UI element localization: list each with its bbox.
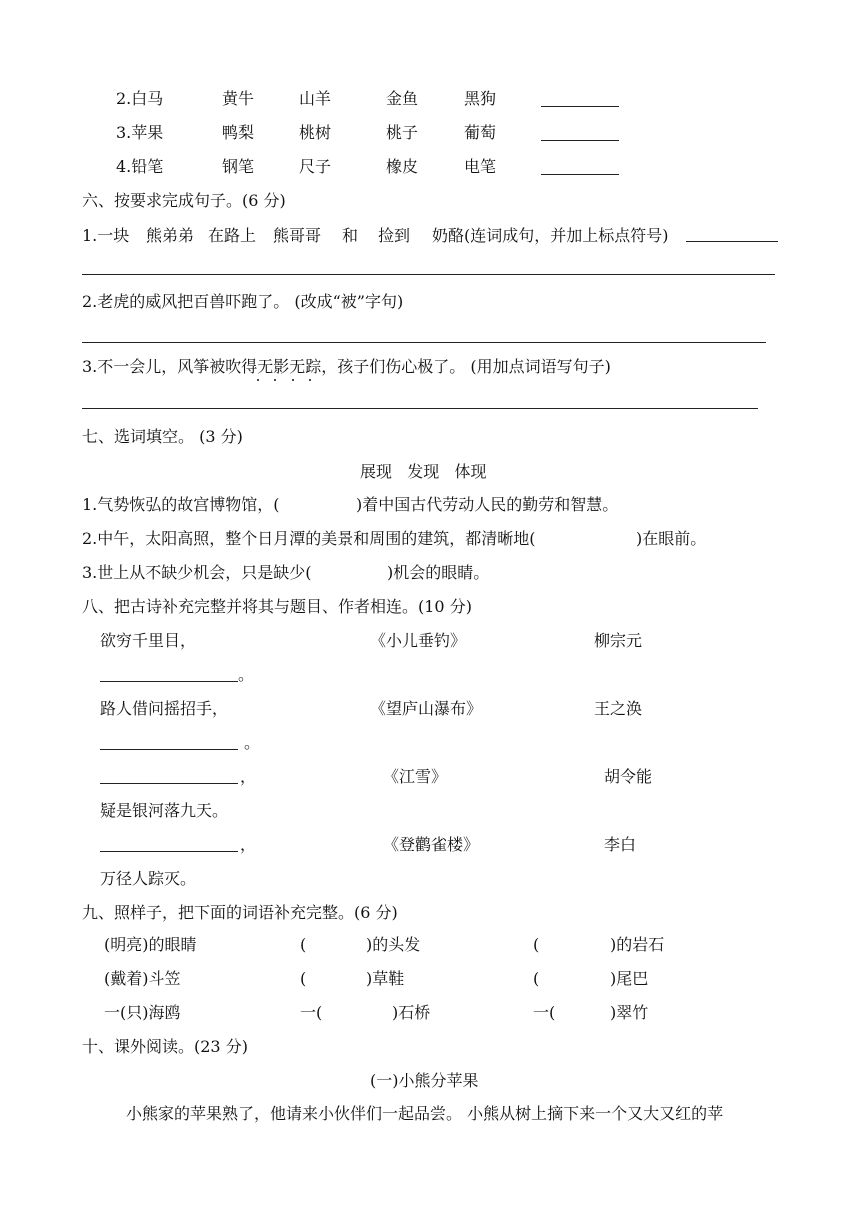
word: 电笔 bbox=[464, 157, 497, 176]
word-options: 展现 发现 体现 bbox=[360, 462, 487, 481]
fill-close: )的头发 bbox=[366, 935, 421, 954]
emphasis-dot bbox=[292, 379, 294, 381]
fill-close: )草鞋 bbox=[366, 969, 405, 988]
answer-blank[interactable] bbox=[541, 174, 619, 175]
poem-title: 《小儿垂钓》 bbox=[370, 631, 467, 650]
question-3: 3.不一会儿，风筝被吹得无影无踪，孩子们伤心极了。 (用加点词语写句子) bbox=[82, 357, 611, 376]
poem-blank[interactable] bbox=[100, 783, 238, 784]
reading-title: (一)小熊分苹果 bbox=[370, 1071, 479, 1090]
word: 黑狗 bbox=[464, 89, 497, 108]
word-chip: 奶酪(连词成句，并加上标点符号) bbox=[432, 226, 669, 245]
poem-line: ， bbox=[240, 767, 257, 786]
example-word: (明亮)的眼睛 bbox=[104, 935, 197, 954]
poem-blank[interactable] bbox=[100, 749, 238, 750]
fill-open: ( bbox=[300, 969, 307, 988]
word: 桃树 bbox=[299, 123, 332, 142]
word: 黄牛 bbox=[222, 89, 255, 108]
section-9-title: 九、照样子，把下面的词语补充完整。(6 分) bbox=[82, 903, 398, 922]
section-10-title: 十、课外阅读。(23 分) bbox=[82, 1037, 248, 1056]
fill-open: 一( bbox=[300, 1003, 323, 1022]
fill-close: )的岩石 bbox=[610, 935, 665, 954]
answer-blank[interactable] bbox=[541, 106, 619, 107]
fill-question-2-rest: )在眼前。 bbox=[636, 529, 707, 548]
answer-line[interactable] bbox=[82, 274, 775, 275]
word-chip: 熊哥哥 bbox=[273, 226, 322, 245]
answer-line[interactable] bbox=[82, 408, 758, 409]
section-8-title: 八、把古诗补充完整并将其与题目、作者相连。(10 分) bbox=[82, 597, 472, 616]
emphasis-dot bbox=[257, 379, 259, 381]
poem-blank[interactable] bbox=[100, 681, 238, 682]
poem-line: 。 bbox=[244, 733, 261, 752]
poem-line: 路人借问摇招手， bbox=[100, 699, 229, 718]
poem-author: 王之涣 bbox=[594, 699, 643, 718]
emphasis-dot bbox=[309, 379, 311, 381]
reading-paragraph: 小熊家的苹果熟了，他请来小伙伴们一起品尝。 小熊从树上摘下来一个又大又红的苹 bbox=[126, 1104, 724, 1123]
row-label: 3.苹果 bbox=[116, 123, 164, 142]
word: 桃子 bbox=[386, 123, 419, 142]
poem-blank[interactable] bbox=[100, 851, 238, 852]
fill-open: ( bbox=[533, 935, 540, 954]
fill-close: )翠竹 bbox=[610, 1003, 649, 1022]
poem-author: 柳宗元 bbox=[594, 631, 643, 650]
word: 金鱼 bbox=[386, 89, 419, 108]
answer-line[interactable] bbox=[82, 342, 766, 343]
word-chip: 和 bbox=[342, 226, 359, 245]
poem-line: 疑是银河落九天。 bbox=[100, 801, 229, 820]
emphasis-dot bbox=[274, 379, 276, 381]
word: 尺子 bbox=[299, 157, 332, 176]
poem-line: 欲穷千里目， bbox=[100, 631, 197, 650]
fill-close: )石桥 bbox=[392, 1003, 431, 1022]
word-chip: 在路上 bbox=[208, 226, 257, 245]
poem-line: 万径人踪灭。 bbox=[100, 869, 197, 888]
example-word: (戴着)斗笠 bbox=[104, 969, 181, 988]
word: 橡皮 bbox=[386, 157, 419, 176]
row-label: 2.白马 bbox=[116, 89, 164, 108]
poem-title: 《江雪》 bbox=[383, 767, 448, 786]
question-2: 2.老虎的威风把百兽吓跑了。 (改成“被”字句) bbox=[82, 292, 404, 311]
poem-line: 。 bbox=[238, 665, 255, 684]
dotted-word: 无影无踪 bbox=[257, 357, 322, 376]
poem-line: ， bbox=[240, 835, 257, 854]
fill-open: ( bbox=[533, 969, 540, 988]
word-chip: 捡到 bbox=[378, 226, 411, 245]
poem-title: 《登鹳雀楼》 bbox=[383, 835, 480, 854]
fill-close: )尾巴 bbox=[610, 969, 649, 988]
answer-blank[interactable] bbox=[686, 241, 778, 242]
row-label: 4.铅笔 bbox=[116, 157, 164, 176]
fill-question-3: 3.世上从不缺少机会，只是缺少( bbox=[82, 563, 312, 582]
word: 钢笔 bbox=[222, 157, 255, 176]
fill-question-2: 2.中午，太阳高照，整个日月潭的美景和周围的建筑，都清晰地( bbox=[82, 529, 536, 548]
word: 山羊 bbox=[299, 89, 332, 108]
word: 鸭梨 bbox=[222, 123, 255, 142]
fill-question-3-rest: )机会的眼睛。 bbox=[387, 563, 490, 582]
word: 葡萄 bbox=[464, 123, 497, 142]
fill-question-1-rest: )着中国古代劳动人民的勤劳和智慧。 bbox=[356, 495, 619, 514]
example-word: 一(只)海鸥 bbox=[104, 1003, 181, 1022]
word-chip: 熊弟弟 bbox=[146, 226, 195, 245]
poem-author: 李白 bbox=[604, 835, 637, 854]
fill-open: 一( bbox=[533, 1003, 556, 1022]
section-7-title: 七、选词填空。 (3 分) bbox=[82, 427, 243, 446]
poem-author: 胡令能 bbox=[604, 767, 653, 786]
answer-blank[interactable] bbox=[541, 140, 619, 141]
fill-open: ( bbox=[300, 935, 307, 954]
word-chip: 1.一块 bbox=[82, 226, 130, 245]
fill-question-1: 1.气势恢弘的故宫博物馆，( bbox=[82, 495, 280, 514]
section-6-title: 六、按要求完成句子。(6 分) bbox=[82, 191, 286, 210]
poem-title: 《望庐山瀑布》 bbox=[370, 699, 483, 718]
